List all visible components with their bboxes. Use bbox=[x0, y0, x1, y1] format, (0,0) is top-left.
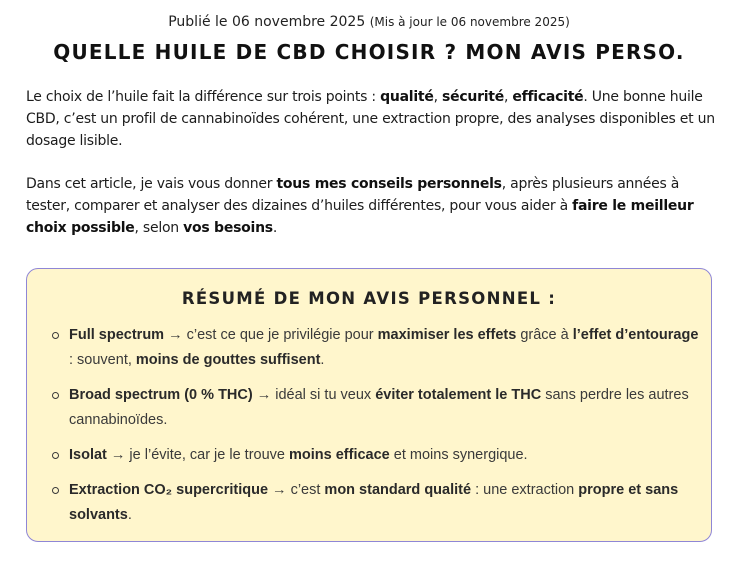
text: . bbox=[127, 507, 132, 523]
text: , selon bbox=[134, 220, 184, 236]
emphasis-advice: tous mes conseils personnels bbox=[276, 176, 502, 192]
text: . Une bonne huile CBD, c’est un profil de cannabinoïdes cohérent, une extraction propre, des analyses disponibles et un dosage lisible. bbox=[26, 89, 715, 149]
text: , après plusieurs années à tester, comparer et analyser des dizaines d’huiles différentes, pour vous aider à bbox=[26, 176, 680, 214]
emphasis-efficacy: efficacité bbox=[512, 89, 584, 105]
bullet-icon bbox=[52, 452, 59, 459]
list-item-co2-extraction bbox=[49, 478, 699, 528]
item-term: Full spectrum bbox=[69, 327, 165, 343]
text: : souvent, bbox=[69, 352, 136, 368]
text: → je l’évite, car je le trouve bbox=[106, 447, 290, 463]
summary-list bbox=[49, 323, 699, 538]
text: , bbox=[433, 89, 442, 105]
text: , bbox=[503, 89, 513, 105]
text: . bbox=[320, 352, 325, 368]
emphasis-quality: qualité bbox=[380, 89, 434, 105]
emphasis-safety: sécurité bbox=[441, 89, 504, 105]
bullet-icon bbox=[52, 487, 59, 494]
item-term: Isolat bbox=[69, 447, 107, 463]
emphasis: maximiser les effets bbox=[377, 327, 517, 343]
emphasis-needs: vos besoins bbox=[183, 220, 273, 236]
text: Le choix de l’huile fait la différence sur trois points : bbox=[26, 89, 381, 105]
text: et moins synergique. bbox=[389, 447, 528, 463]
emphasis: éviter totalement le THC bbox=[375, 387, 542, 403]
text: → c’est ce que je privilégie pour bbox=[164, 327, 378, 343]
list-item-isolat bbox=[49, 443, 699, 468]
updated-date: (Mis à jour le 06 novembre 2025) bbox=[369, 15, 570, 29]
publication-date bbox=[0, 14, 738, 30]
emphasis-best-choice: faire le meilleur choix possible bbox=[26, 198, 694, 236]
list-item-full-spectrum bbox=[49, 323, 699, 373]
page-title: QUELLE HUILE DE CBD CHOISIR ? MON AVIS PERSO. bbox=[53, 40, 685, 64]
emphasis: l’effet d’entourage bbox=[572, 327, 699, 343]
text: → c’est bbox=[268, 482, 325, 498]
summary-box bbox=[26, 268, 712, 542]
text: Dans cet article, je vais vous donner bbox=[26, 176, 277, 192]
intro-paragraph-2 bbox=[26, 173, 716, 239]
item-term: Broad spectrum (0 % THC) bbox=[69, 387, 253, 403]
emphasis: moins efficace bbox=[289, 447, 390, 463]
text: → idéal si tu veux bbox=[252, 387, 376, 403]
list-item-broad-spectrum bbox=[49, 383, 699, 433]
bullet-icon bbox=[52, 332, 59, 339]
summary-title: RÉSUMÉ DE MON AVIS PERSONNEL : bbox=[181, 289, 557, 308]
text: . bbox=[272, 220, 278, 236]
item-term: Extraction CO₂ supercritique bbox=[69, 482, 269, 498]
text: sans perdre les autres cannabinoïdes. bbox=[69, 387, 689, 428]
emphasis: moins de gouttes suffisent bbox=[135, 352, 321, 368]
published-date: Publié le 06 novembre 2025 bbox=[168, 14, 366, 30]
emphasis: propre et sans solvants bbox=[69, 482, 679, 523]
text: grâce à bbox=[516, 327, 573, 343]
intro-paragraph-1 bbox=[26, 86, 716, 152]
emphasis: mon standard qualité bbox=[324, 482, 472, 498]
text: : une extraction bbox=[471, 482, 579, 498]
bullet-icon bbox=[52, 392, 59, 399]
